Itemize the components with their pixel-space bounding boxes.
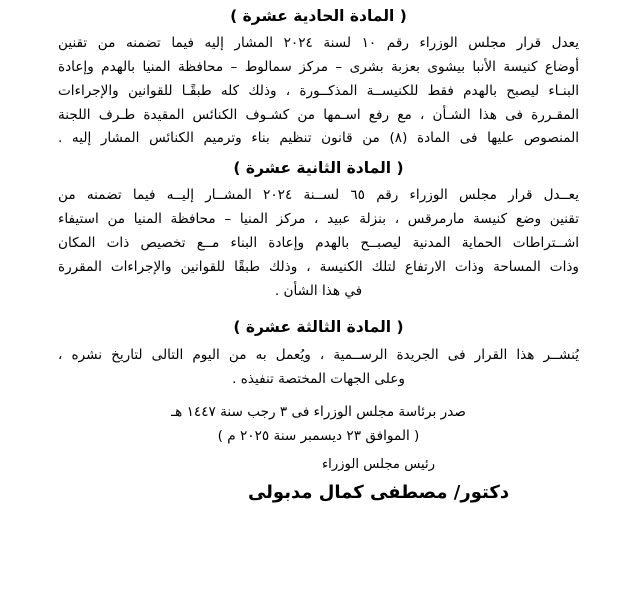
article-eleven-line-3: البنـاء ليصبح بالهدم فقط للكنيســة المذكــورة ، وذلك كله طبقًـا للقوانين والإجراءات xyxy=(58,82,579,99)
article-eleven-line-4: المقـررة فى هذا الشـأن ، مع رفع اسـمها من كشـوف الكنائس المقيدة طـرف اللجنة xyxy=(58,106,579,123)
article-eleven-heading: ( المادة الحادية عشرة ) xyxy=(230,7,407,25)
issue-date-block xyxy=(0,391,637,448)
article-thirteen-line-2: وعلى الجهات المختصة تنفيذه . xyxy=(232,370,405,387)
issue-date-gregorian: ( الموافق ٢٣ ديسمبر سنة ٢٠٢٥ م ) xyxy=(217,427,420,444)
signature-name: دكتور/ مصطفى كمال مدبولى xyxy=(247,482,510,504)
article-twelve-body xyxy=(0,184,637,303)
signature-role: رئيس مجلس الوزراء xyxy=(321,457,436,473)
article-thirteen-heading: ( المادة الثالثة عشرة ) xyxy=(233,318,404,337)
article-eleven-line-5: المنصوص عليها فى المادة (٨) من قانون تنظيم بناء وترميم الكنائس المشار إليه . xyxy=(58,130,579,147)
article-twelve-line-4: وذات المساحة وذات الارتفاع لتلك الكنيسة ، وذلك طبقًا للقوانين والإجراءات المقررة xyxy=(58,258,579,275)
article-twelve-line-2: تقنين وضع كنيسة مارمرقس ، بنزلة عبيد ، مركز المنيا – محافظة المنيا من استيفاء xyxy=(58,211,579,228)
article-twelve-line-1: يعــدل قرار مجلس الوزراء رقم ٦٥ لســنة ٢٠٢٤ المشــار إليــه فيما تضمنه من xyxy=(58,187,579,204)
article-eleven-line-1: يعدل قرار مجلس الوزراء رقم ١٠ لسنة ٢٠٢٤ المشار إليه فيما تضمنه من تقنين xyxy=(58,35,579,52)
article-twelve-heading: ( المادة الثانية عشرة ) xyxy=(233,159,404,178)
signature-block xyxy=(0,448,637,506)
spacer xyxy=(0,303,637,313)
article-thirteen-line-1: يُنشــر هذا القرار فى الجريدة الرســمية ، ويُعمل به من اليوم التالى لتاريخ نشره ، xyxy=(58,346,579,363)
article-eleven-line-2: أوضاع كنيسة الأنبا بيشوى بعزبة بشرى – مركز سمالوط – محافظة المنيا بالهدم وإعادة xyxy=(58,59,579,76)
issue-date-hijri: صدر برئاسة مجلس الوزراء فى ٣ رجب سنة ١٤٤٧ هـ xyxy=(171,404,466,421)
article-twelve-line-5: في هذا الشأن . xyxy=(274,282,363,299)
article-twelve-line-3: اشــتراطات الحماية المدنية ليصبــح بالهدم وإعادة البناء مــع تخصيص ذات المكان xyxy=(58,235,579,252)
article-thirteen-body xyxy=(0,344,637,392)
article-eleven-body xyxy=(0,32,637,151)
